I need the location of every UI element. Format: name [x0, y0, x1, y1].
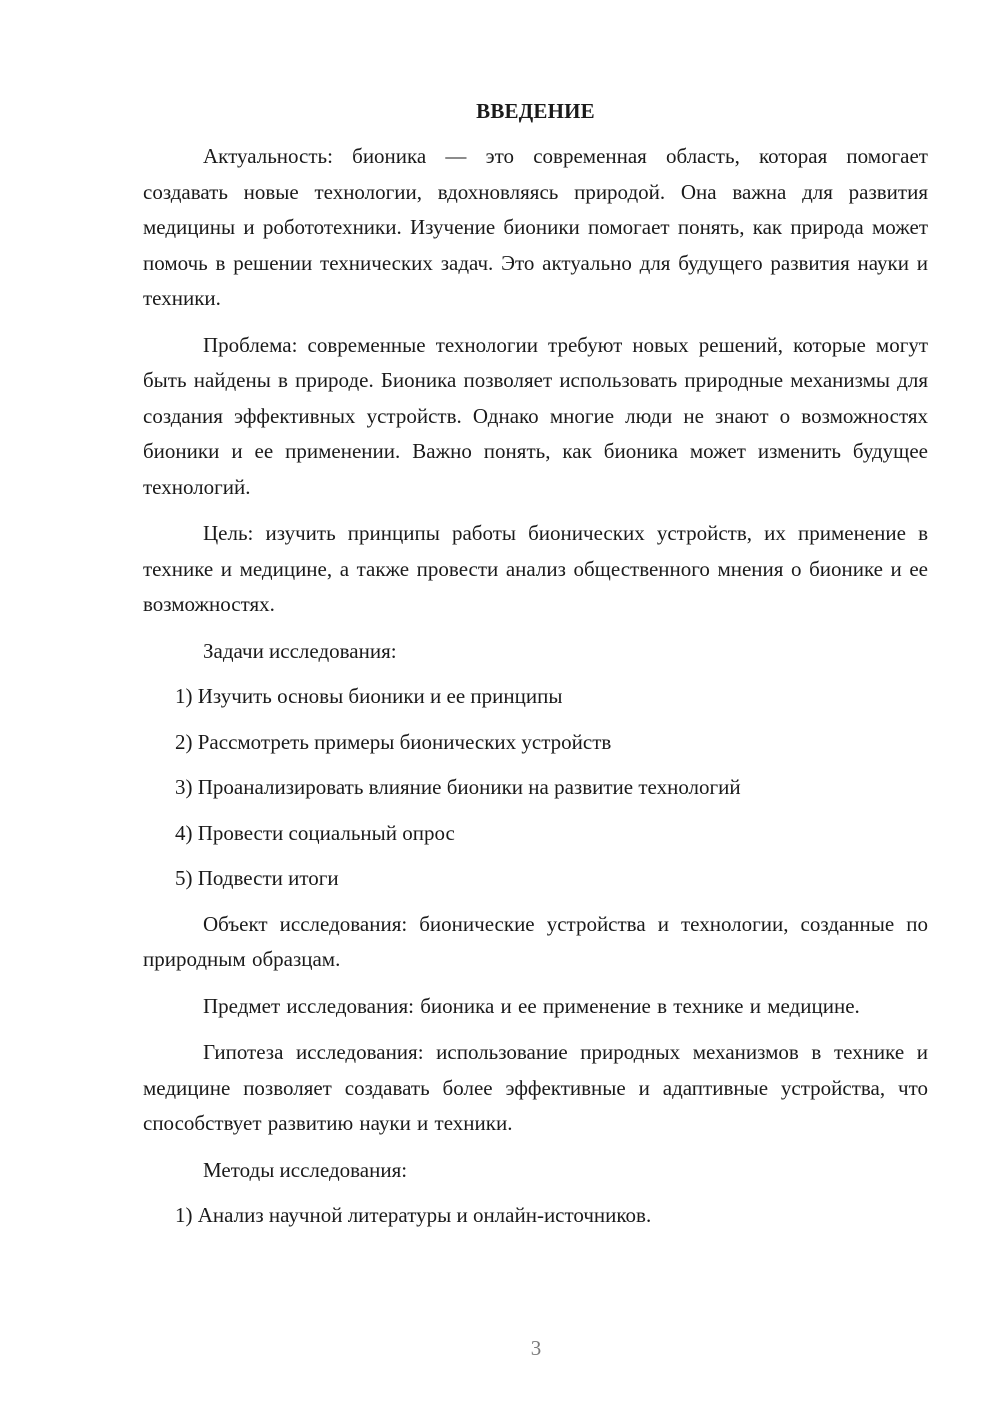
task-item: 5) Подвести итоги — [175, 866, 339, 890]
methods-heading: Методы исследования: — [203, 1157, 408, 1182]
task-item: 4) Провести социальный опрос — [175, 820, 455, 845]
tasks-list — [143, 679, 928, 897]
problem-paragraph: Проблема: современные технологии требуют новых решений, которые могут быть найдены в природе. Бионика позволяет использовать природные механизмы для создания эффективных устройств. Однако многие люди не знают о возможностях бионики и ее применении. Важно понять, как бионика может изменить будущее технологий. — [143, 332, 928, 499]
object-paragraph: Объект исследования: бионические устройства и технологии, созданные по природным образцам. — [143, 911, 928, 971]
task-item: 1) Изучить основы бионики и ее принципы — [175, 684, 563, 708]
task-item: 3) Проанализировать влияние бионики на развитие технологий — [175, 775, 741, 799]
page-number: 3 — [530, 1336, 542, 1360]
method-item: 1) Анализ научной литературы и онлайн-источников. — [175, 1203, 652, 1227]
tasks-heading: Задачи исследования: — [203, 638, 397, 663]
methods-list — [143, 1198, 928, 1234]
document-page — [143, 96, 928, 1244]
task-item: 2) Рассмотреть примеры бионических устройств — [175, 729, 612, 754]
hypothesis-paragraph: Гипотеза исследования: использование природных механизмов в технике и медицине позволяет создавать более эффективные и адаптивные устройства, что способствует развитию науки и техники. — [143, 1040, 928, 1135]
section-title: ВВЕДЕНИЕ — [476, 99, 595, 123]
subject-paragraph: Предмет исследования: бионика и ее применение в технике и медицине. — [203, 993, 860, 1018]
relevance-paragraph: Актуальность: бионика — это современная область, которая помогает создавать новые технологии, вдохновляясь природой. Она важна для развития медицины и робототехники. Изучение бионики помогает понять, как природа может помочь в решении технических задач. Это актуально для будущего развития науки и техники. — [143, 144, 928, 310]
goal-paragraph: Цель: изучить принципы работы бионических устройств, их применение в технике и медицине, а также провести анализ общественного мнения о бионике и ее возможностях. — [143, 521, 928, 616]
